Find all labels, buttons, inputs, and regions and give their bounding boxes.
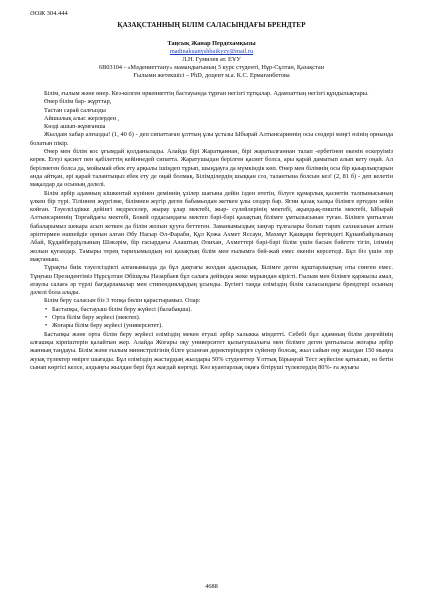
article-title: ҚАЗАҚСТАННЫҢ БІЛІМ САЛАСЫНДАҒЫ БРЕНДТЕР	[117, 21, 306, 29]
poem-line: Өнер білім бар- жұрттар,	[44, 98, 112, 106]
education-levels-list	[30, 306, 393, 331]
author-name: Таңсық Жанар Пердехамқызы	[167, 40, 256, 47]
article-header	[30, 10, 393, 80]
university-name: Л.Н. Гумилев ат. ЕҰУ	[182, 56, 241, 63]
scientific-supervisor: Ғылыми жетекшісі – PhD, доцент м.а. К.С. Ермағанбетова	[133, 72, 290, 79]
poem-line: Көзді ашып-жұмғанша	[44, 123, 106, 131]
list-item: • Жоғары білім беру жүйесі (университет).	[52, 322, 393, 330]
paragraph-7: Бастапқы және орта білім беру жүйесі еліміздің мекен етуші әрбір халыкка міндетті. Себебі бұл адамның білім деңгейінің алғашқы кірпіштерін қалайтын жер. Алайда Жоғары оқу университет қызығушылығы мен білімге деген ұмтылысы жоғары әрбір жанның таңдауы. Білім және ғылым министрлігінің білге ұсынған деректеріндерге сүйенер болсақ, жыл сайын оңу жылдан 150 мыңға жуық түлектер өмірге шығады. Бұл еліміздің жастардың жылдары 50% студенттер Ұлттық Бірыңғай Тест жүйесіне қатысып, өз бетін сынап көргісі келсе, алдыңғы жылдан бері бұл жағдай көргеді. Көз куантарлық оқиға бітіруші түлектердің 80%- ға жуығы	[30, 330, 393, 371]
author-email-link[interactable]: madinakuanyshbaikyzy@mail.ru	[169, 48, 254, 55]
paragraph-1: Білім, ғылым және өнер. Кез-келген өркениеттің бастауында тұрған негізгі тұтқалар. Адамзаттың негізгі құндылықтары.	[44, 90, 369, 97]
paragraph-2: Жылдам хабар алғызды! (1, 40 б) - деп сипаттаған ұлттың ұлы ұстазы Ыбырай Алтынсариннің осы сөздері мәңгі өзінің орнында болатын пікір.	[30, 131, 393, 147]
article-body	[30, 90, 393, 372]
list-item: • Орта білім беру жүйесі (мектеп).	[52, 314, 393, 322]
page-number: 4688	[205, 583, 218, 590]
poem-quote	[30, 98, 393, 131]
poem-line: Тастан сарай салғызды	[44, 106, 106, 114]
author-affiliation: 6В03104 - «Мәдениеттану» мамандығының 3 курс студенті, Нұр-Сұлтан, Қазақстан	[98, 64, 325, 71]
list-item: • Бастапқы, бастауыш білім беру жүйесі (балабақша).	[52, 306, 393, 314]
udc-code: ӘОЖ 304.444	[30, 10, 68, 17]
paragraph-5: Тұрақты биік тәуелсіздікті алғанымызда да бұл дақтағы жолдан адаспадық. Білімге деген құштарлықтың оты сөнген емес. Тұңғыш Президентіміз Нұрсұлтан Әбішұлы Назарбаев бұл салаға дейіндеа жеке мұрындан кірісті. Ғылым мен білімге қаржылы амал, атаулы салаға әр түрлі бағдарламалар мен стипендиялардың ұсынды. Бүгінгі таңда еліміздің білім саласындағы брендтері осының дәлелі бола алады.	[30, 264, 393, 297]
paragraph-3: Өнер мен білім кос ұғымдай қолданылады. Алайда бірі Жаратқаннан, бірі жаратылғаннан талап ‑ербетінен екенін ескеруіміз керек. Егеуі қасиет пен қабілеттің кейіннедей сипатта. Жаратушыдан берілген қасиет болса, ары қарай дамытып алып кету оңай. Ал берілмеген болса да, мойымай ебек ету арқылы ішіңдеп тұрып, шыңдауға да мүмкіндік көп. Өнер мен білімнің осы бір қыырлықтарын анда айтқан, әрі қарай талантыңыз ебек ету де оңай болмақ. Білімділердің шыққан соз, талантына болсын кез! (2, 81 б) - деп келетін мақалдар да осының дәлелі.	[30, 148, 393, 189]
poem-line: Айшылық алыс жерлерден ,	[44, 114, 120, 122]
paragraph-6: Білім беру саласын біз 3 топқа бөлін қарастырамыз. Олар:	[44, 297, 201, 305]
paragraph-4: Білім әрбір адамның кішкентай күнінен деміннің ұзілер шағына дейін ізден өтетін, білуге құмарлық қасиетін талпынысының ұлкен бір түрі. Тіліннен жүргізме, білімнен жүгір деген бабамыздан жеткен ұлы сөздер бар. Ягни қазақ халқы білімге ертеден зейін койған. Тәуелсіздікке дейінгі медреселер, жырау ұлар мектебі, жыр- сүлейлерінің мектебі, ақындық-пиштік мектебі, Ыбырай Алтынсариннің Торғайдағы мектебі, Бокей ордасындағы мектеп бәрі-бәрі қазақтың білімге ұмтылысынан туған. Білімге ұмтылған бабаларымыз шекара асып кеткен да білім жолын қууға беттеген. Заманымыздың заңғар тұлғалары болып тарих сахнасынан алтын әріптермен өшпейдіе орнын алған Әбу Насыр Әл-Фараби, Құл Қожа Ахмет Яссауи, Махмұт Қашқари бертіндегі Құнанбайұлының Абай, Құдайбердіұлының Шәкәрім, бір ғасырдағы Алаштың Әлихан, Ахметтері бәрі-бәрі білім үшін басын бәйгете тігіп, ілімнің жолын қуғандар. Тамыры терең тарихымыздың өзі қазақтың білім мен ғылымға бей-жай емес екенін керсетеді. Бұл біз үшін зор мақтаныш.	[30, 189, 393, 263]
